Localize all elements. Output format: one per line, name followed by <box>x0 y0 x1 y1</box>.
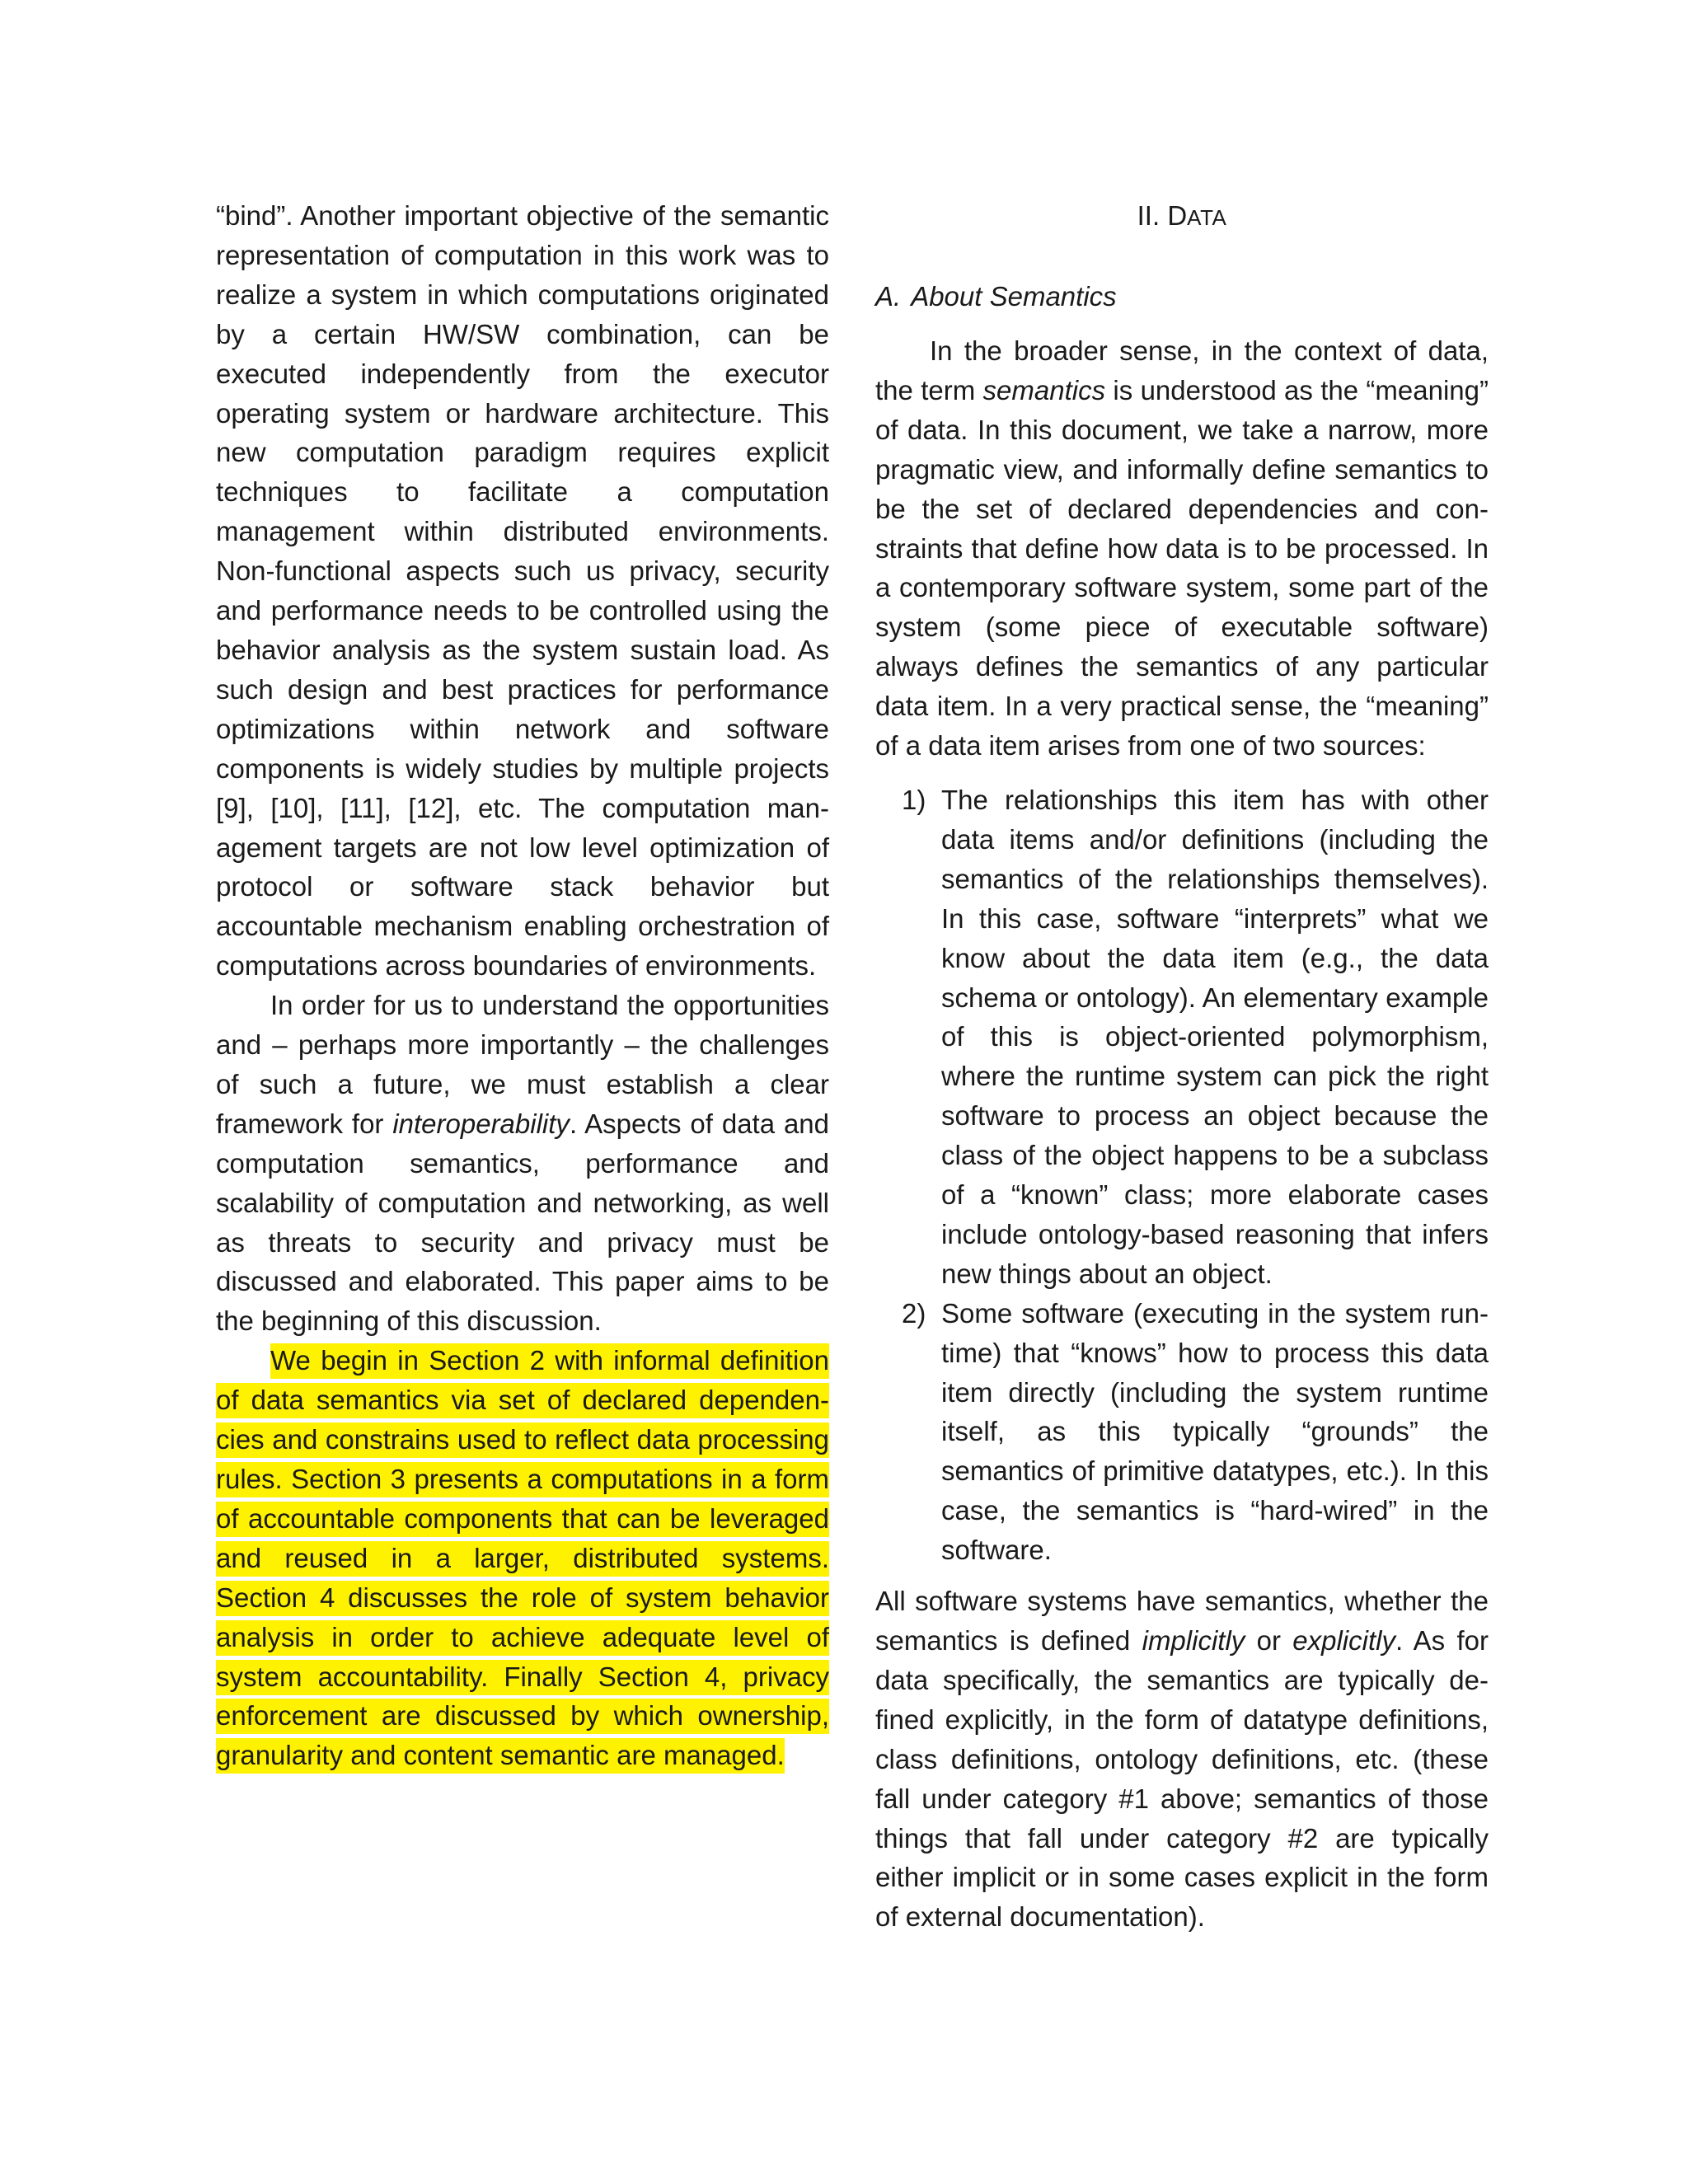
list-item-text: The relationships this item has with other data items and/or definitions (including the semantics of the relationships themselves). In this case, software “interprets” what we know about the data item (e.g., the data schema or ontology). An elementary example of this is object-oriented polymorphism, where the runtime system can pick the right software to process an object because the class of the object happens to be a subclass of a “known” class; more elaborate cases include ontology-based reasoning that infers new things about an object. <box>941 784 1489 1289</box>
sources-list <box>875 780 1489 1570</box>
list-item-marker: 2) <box>902 1297 926 1329</box>
right-paragraph-2-text-c: . As for data specifically, the semantics are typically defined explicitly, in the form of datatype definitions, class definitions, ontology definitions, etc. (these fall under category #1 above; semantics of those things that fall under category #2 are typically either implicit or in some cases explicit in the form of external documentation). <box>875 1625 1489 1933</box>
right-paragraph-1-text-b: is understood as the “meaning” of data. In this document, we take a narrow, more pragmatic view, and informally define semantics to be the set of declared dependencies and constraints that define how data is to be processed. In a contemporary software system, some part of the system (some piece of executable software) always defines the semantics of any particular data item. In a very practical sense, the “meaning” of a data item arises from one of two sources: <box>875 374 1489 762</box>
interoperability-emphasis: interoperability <box>392 1108 570 1139</box>
list-item-text: Some software (executing in the system runtime) that “knows” how to process this data item directly (including the system runtime itself, as this typically “grounds” the semantics of primitive datatypes, etc.). In this case, the semantics is “hard-wired” in the software. <box>941 1297 1489 1566</box>
left-paragraph-3 <box>216 1341 829 1775</box>
list-item-marker: 1) <box>902 784 926 815</box>
section-title-initial: D <box>1167 200 1188 231</box>
subsection-heading <box>875 277 1489 316</box>
list-item <box>875 1294 1489 1570</box>
left-paragraph-2-text-b: . Aspects of data and computation semantics, performance and scalability of computation and networking, as well as threats to security and privacy must be discussed and elaborated. This paper aims to be the beginning of this discussion. <box>216 1108 830 1337</box>
left-paragraph-2-text-a: In order for us to understand the opportunities and – perhaps more importantly – the challenges of such a future, we must establish a clear framework for <box>216 990 829 1139</box>
subsection-title: About Semantics <box>911 281 1117 312</box>
left-paragraph-2 <box>216 986 829 1341</box>
explicitly-emphasis: explicitly <box>1292 1625 1395 1656</box>
right-column <box>875 196 1489 1937</box>
section-title <box>1167 200 1226 231</box>
section-title-rest: ATA <box>1187 205 1227 230</box>
right-paragraph-2-text-a: All software systems have semantics, whether the semantics is defined <box>875 1586 1489 1656</box>
highlighted-paragraph: We begin in Section 2 with informal definition of data semantics via set of declared dependencies and constrains used to reflect data processing rules. Section 3 presents a computations in a form of accountable components that can be leveraged and reused in a larger, distributed systems. Section 4 discusses the role of system behavior analysis in order to achieve adequate level of system accountability. Finally Section 4, privacy enforcement are discussed by which ownership, granularity and content semantic are managed. <box>216 1343 829 1774</box>
right-paragraph-1 <box>875 331 1489 766</box>
left-column <box>216 196 829 1775</box>
right-paragraph-2 <box>875 1582 1489 1937</box>
section-number: II. <box>1137 200 1160 231</box>
left-paragraph-1: “bind”. Another important objective of the semantic representation of computation in this work was to realize a system in which computations originated by a certain HW/SW combination, can be executed independently from the executor operating system or hardware architecture. This new computation paradigm requires explicit techniques to facilitate a computation management within distributed environments. Non-functional aspects such us privacy, security and performance needs to be controlled using the behavior analysis as the system sustain load. As such design and best practices for performance optimizations within network and software components is widely studies by multiple projects [9], [10], [11], [12], etc. The computation management targets are not low level optimization of protocol or software stack behavior but accountable mechanism enabling orchestration of computations across boundaries of environments. <box>216 200 829 982</box>
list-item <box>875 780 1489 1294</box>
section-heading <box>875 196 1489 236</box>
right-paragraph-2-text-b: or <box>1245 1625 1293 1656</box>
subsection-number: A. <box>875 281 902 312</box>
right-paragraph-1-text-a: In the broader sense, in the context of data, the term <box>875 335 1489 405</box>
implicitly-emphasis: implicitly <box>1142 1625 1245 1656</box>
semantics-emphasis: semantics <box>982 374 1106 405</box>
